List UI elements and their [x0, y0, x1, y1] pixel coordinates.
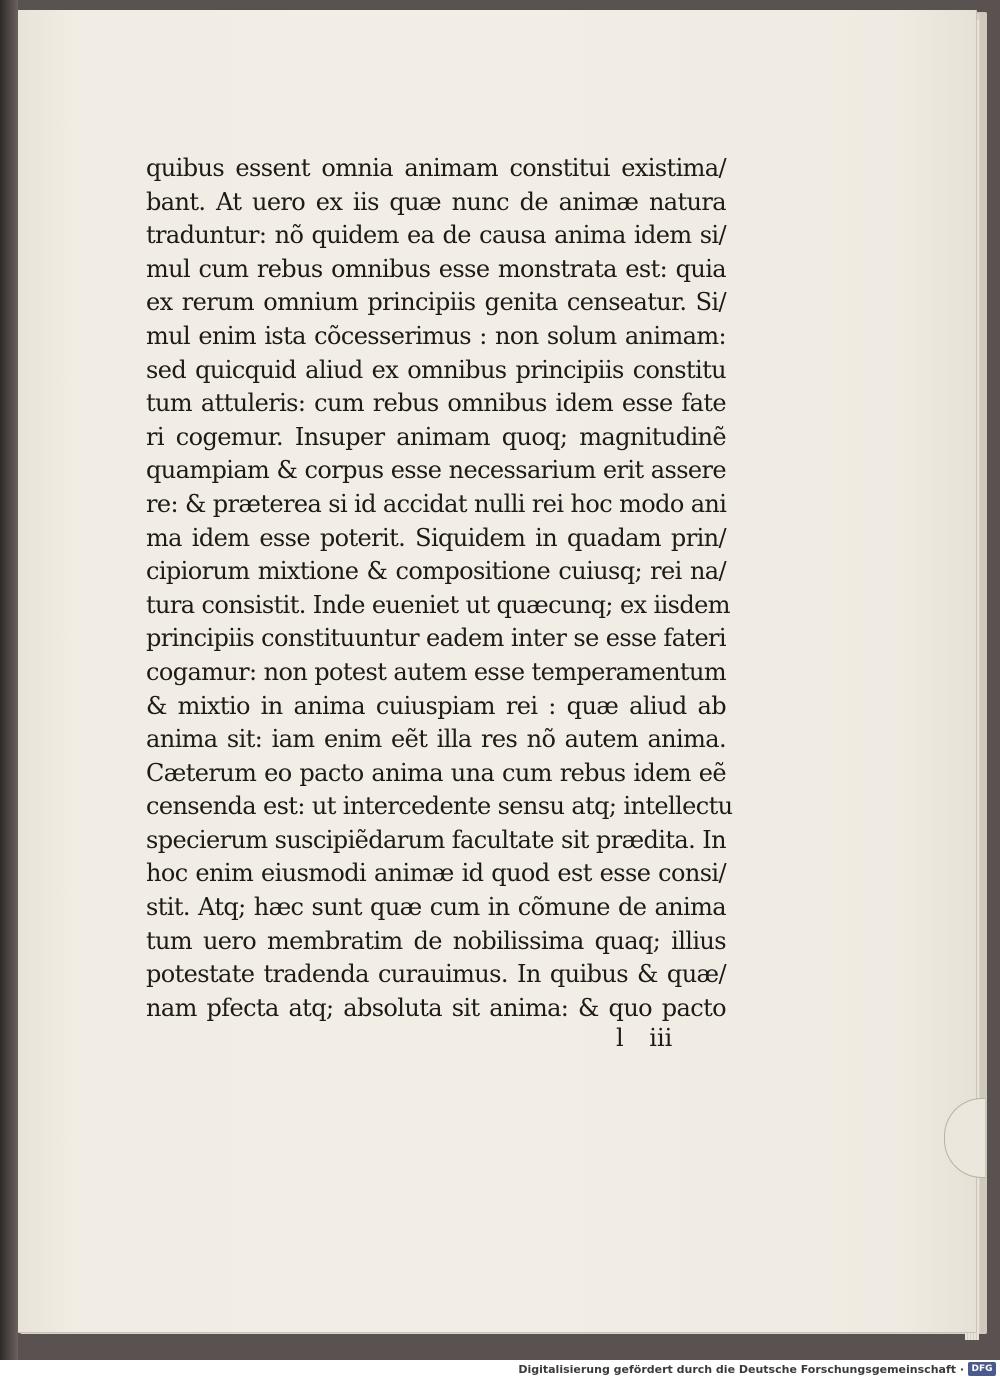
text-line: tum attuleris: cum rebus omnibus idem esse fate — [146, 389, 726, 418]
text-line: cipiorum mixtione & compositione cuiusq; rei na/ — [146, 557, 726, 586]
text-line: stit. Atq; hæc sunt quæ cum in cõmune de anima — [146, 893, 726, 922]
dfg-logo: DFG — [968, 1362, 996, 1376]
text-line: Cæterum eo pacto anima una cum rebus idem eẽ — [146, 758, 726, 787]
text-line: ma idem esse poterit. Siquidem in quadam prin/ — [146, 523, 726, 552]
text-line: tura consistit. Inde eueniet ut quæcunq; ex iisdem — [146, 590, 730, 619]
text-line: potestate tradenda curauimus. In quibus & quæ/ — [146, 960, 726, 989]
text-line: sed quicquid aliud ex omnibus principiis constitu — [146, 355, 726, 384]
text-line: mul cum rebus omnibus esse monstrata est: quia — [146, 254, 726, 283]
text-line: specierum suscipiẽdarum facultate sit prædita. In — [146, 825, 726, 854]
text-line: quibus essent omnia animam constitui existima/ — [146, 154, 726, 182]
text-line: mul enim ista cõcesserimus : non solum animam: — [146, 321, 726, 350]
text-line: cogamur: non potest autem esse temperamentum — [146, 657, 726, 686]
text-line: nam pfecta atq; absoluta sit anima: & quo pacto — [146, 993, 726, 1022]
text-line: re: & præterea si id accidat nulli rei hoc modo ani — [146, 489, 727, 518]
text-line: & mixtio in anima cuiuspiam rei : quæ aliud ab — [146, 691, 726, 720]
scan-background-edge — [0, 0, 18, 1360]
text-line: ex rerum omnium principiis genita censeatur. Si/ — [146, 288, 726, 317]
text-line: anima sit: iam enim eẽt illa res nõ autem anima. — [146, 725, 726, 754]
text-line: quampiam & corpus esse necessarium erit assere — [146, 456, 726, 485]
text-line: traduntur: nõ quidem ea de causa anima idem si/ — [146, 221, 726, 250]
text-line: censenda est: ut intercedente sensu atq; intellectu — [146, 792, 733, 821]
text-line: hoc enim eiusmodi animæ id quod est esse consi/ — [146, 859, 726, 888]
text-line: ri cogemur. Insuper animam quoq; magnitudinẽ — [146, 422, 726, 451]
page-text — [146, 152, 733, 1025]
text-line: tum uero membratim de nobilissima quaq; illius — [146, 926, 726, 955]
signature-mark: l iii — [616, 1024, 673, 1052]
text-line: principiis constituuntur eadem inter se esse fateri — [146, 624, 726, 653]
funding-credit: Digitalisierung gefördert durch die Deutsche Forschungsgemeinschaft · — [518, 1363, 964, 1376]
text-line: bant. At uero ex iis quæ nunc de animæ natura — [146, 187, 726, 216]
